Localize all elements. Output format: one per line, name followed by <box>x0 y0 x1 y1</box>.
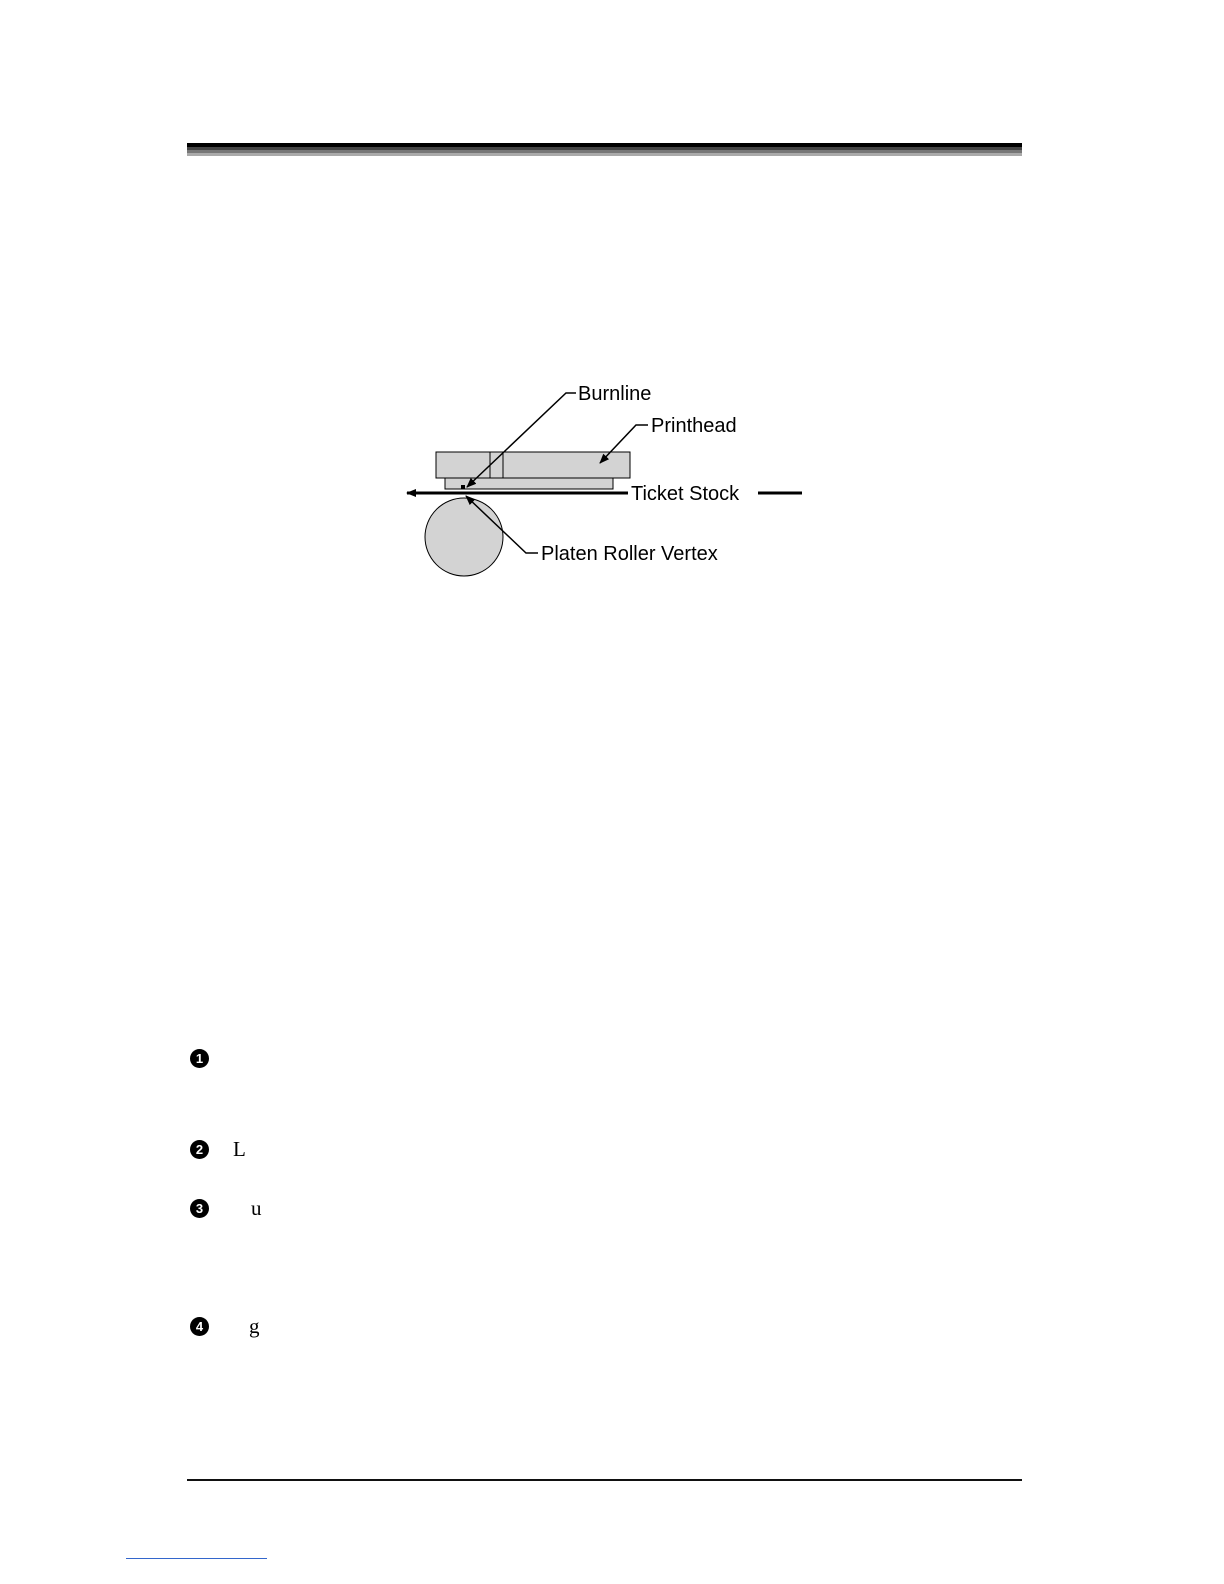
step-2 <box>190 1137 246 1162</box>
step-number-badge: 1 <box>190 1049 209 1068</box>
step-number-badge: 2 <box>190 1140 209 1159</box>
platen-roller <box>425 498 503 576</box>
printhead-body <box>436 452 630 478</box>
step-number-badge: 4 <box>190 1317 209 1336</box>
label-ticket-stock: Ticket Stock <box>631 483 740 505</box>
step-number-badge: 3 <box>190 1199 209 1218</box>
label-printhead: Printhead <box>651 415 737 437</box>
step-text: g <box>249 1314 260 1338</box>
label-platen-roller-vertex: Platen Roller Vertex <box>541 543 718 565</box>
page-edge-mark <box>126 1558 267 1559</box>
footer-rule <box>187 1479 1022 1481</box>
step-4 <box>190 1314 260 1339</box>
label-burnline: Burnline <box>578 383 652 405</box>
step-text: u <box>251 1196 262 1220</box>
printhead-diagram <box>380 375 820 585</box>
step-1 <box>190 1049 233 1068</box>
step-text: L <box>233 1137 246 1161</box>
step-3 <box>190 1196 262 1221</box>
burnline-dot <box>461 485 465 489</box>
